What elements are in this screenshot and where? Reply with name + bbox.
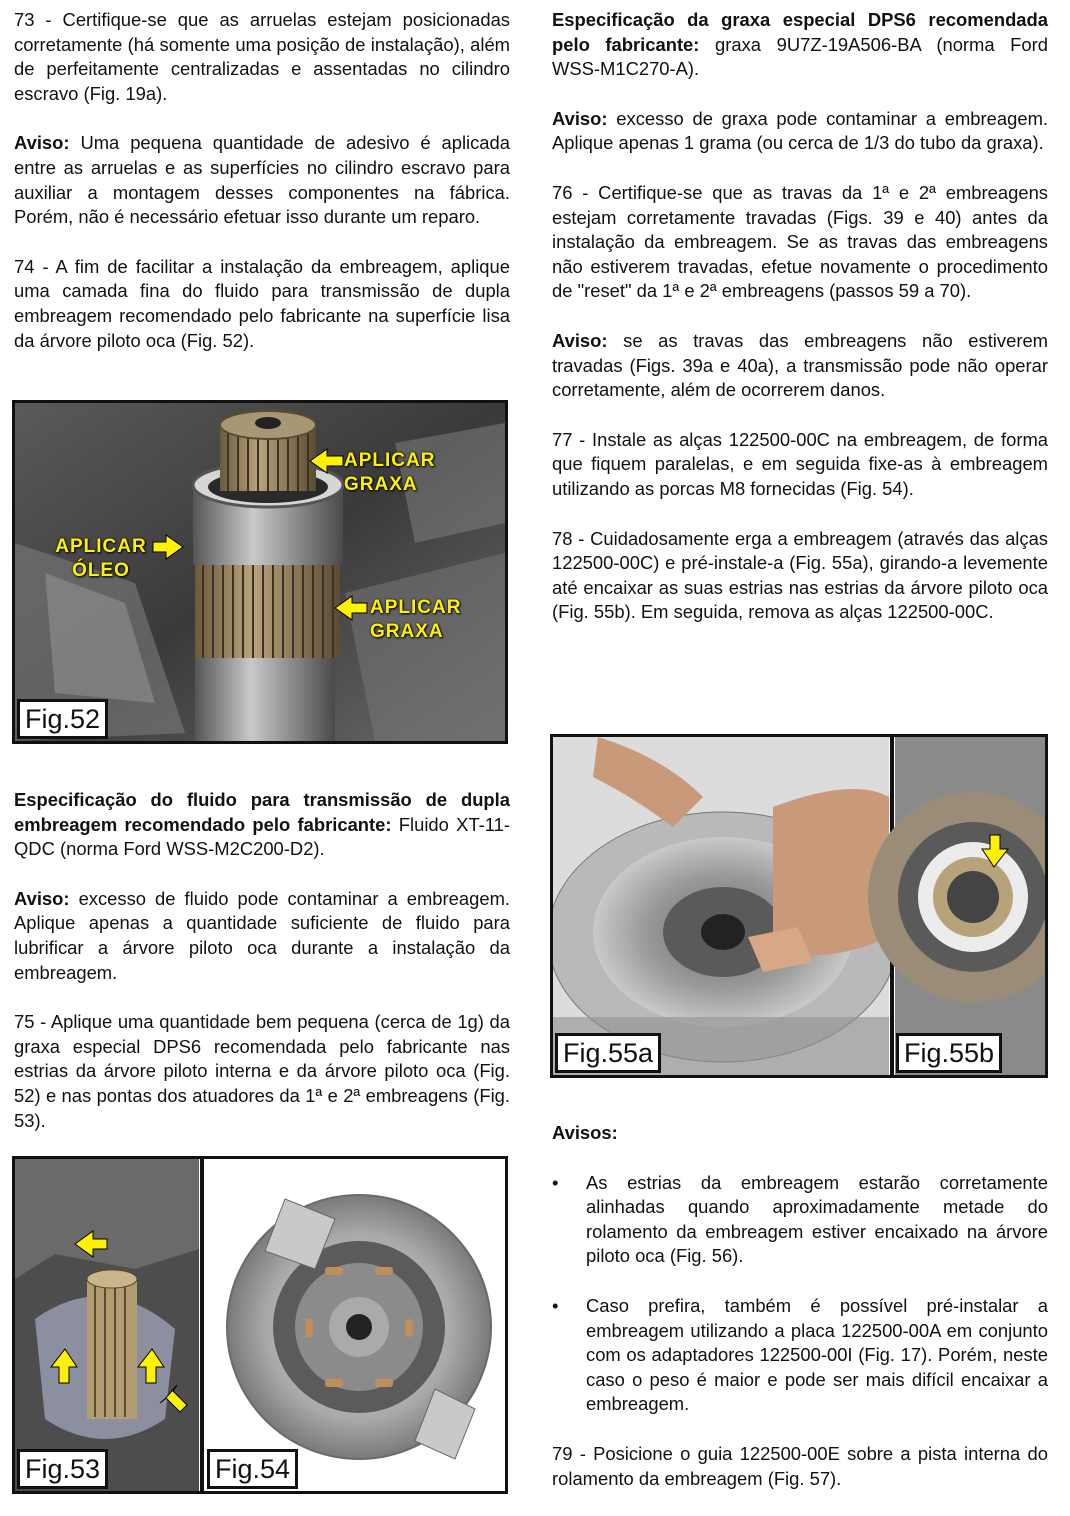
figure-label: Fig.55b	[896, 1033, 1002, 1073]
callout-graxa-top: APLICAR GRAXA	[344, 450, 436, 495]
aviso-text: excesso de fluido pode contaminar a embreagem. Aplique apenas a quantidade suficiente de fluido para lubrificar a árvore piloto oca durante a instalação da embreagem.	[14, 887, 510, 983]
right-column	[552, 8, 1048, 650]
step-76: 76 - Certifique-se que as travas da 1ª e 2ª embreagens estejam corretamente travadas (Figs. 39 e 40) antes da instalação da embreagem. Se as travas das embreagens não estiverem travadas, efetue novamente o procedimento de "reset" da 1ª e 2ª embreagens (passos 59 a 70).	[552, 181, 1048, 302]
list-item-text: As estrias da embreagem estarão corretamente alinhadas quando aproximadamente metade do rolamento da embreagem estiver encaixado na árvore piloto oca (Fig. 56).	[586, 1171, 1048, 1267]
aviso-grease	[552, 107, 1048, 156]
step-73: 73 - Certifique-se que as arruelas estejam posicionadas corretamente (há somente uma posição de instalação), além de perfeitamente centralizadas e assentadas no cilindro escravo (Fig. 19a).	[14, 9, 510, 104]
aviso-text: se as travas das embreagens não estiverem travadas (Figs. 39a e 40a), a transmissão pode não operar corretamente, além de ocorrerem danos.	[552, 329, 1048, 401]
list-item-text: Caso prefira, também é possível pré-instalar a embreagem utilizando a placa 122500-00A em conjunto com os adaptadores 122500-00I (Fig. 17). Porém, neste caso o peso é maior e pode ser mais difícil encaixar a embreagem.	[586, 1294, 1048, 1415]
step-79: 79 - Posicione o guia 122500-00E sobre a pista interna do rolamento da embreagem (Fig. 57).	[552, 1442, 1048, 1489]
fig55-photos	[553, 737, 1045, 1075]
list-item	[552, 1171, 1048, 1269]
figure-label: Fig.54	[207, 1449, 298, 1489]
spec-label: Especificação do fluido para transmissão de dupla embreagem recomendado pelo fabricante:	[14, 789, 510, 835]
left-column	[14, 8, 510, 378]
right-column-lower	[552, 1121, 1048, 1516]
figure-52	[12, 400, 508, 744]
grease-specification	[552, 8, 1048, 82]
spec-text: Fluido XT-11-QDC (norma Ford WSS-M2C200-D2).	[14, 813, 510, 860]
aviso-label: Aviso:	[552, 107, 608, 129]
aviso-adhesive	[14, 131, 510, 229]
aviso-text: Uma pequena quantidade de adesivo é aplicada entre as arruelas e as superfícies no cilindro escravo para auxiliar a montagem desses componentes na fábrica. Porém, não é necessário efetuar isso durante um reparo.	[14, 132, 510, 228]
spec-label: Especificação da graxa especial DPS6 recomendada pelo fabricante:	[552, 9, 1048, 55]
spec-text: graxa 9U7Z-19A506-BA (norma Ford WSS-M1C270-A).	[552, 33, 1048, 80]
figure-label: Fig.53	[17, 1449, 108, 1489]
figure-label: Fig.55a	[555, 1033, 661, 1073]
list-item	[552, 1294, 1048, 1417]
aviso-locks	[552, 329, 1048, 403]
aviso-fluid	[14, 887, 510, 985]
step-74: 74 - A fim de facilitar a instalação da embreagem, aplique uma camada fina do fluido para transmissão de dupla embreagem recomendado pelo fabricante na superfície lisa da árvore piloto oca (Fig. 52).	[14, 255, 510, 351]
callout-graxa-bottom: APLICAR GRAXA	[370, 597, 462, 642]
figure-53-54	[12, 1156, 508, 1494]
bullet-icon: •	[552, 1294, 559, 1316]
fluid-specification	[14, 788, 510, 862]
aviso-label: Aviso:	[552, 329, 608, 351]
aviso-label: Aviso:	[14, 132, 70, 154]
figure-55	[550, 734, 1048, 1078]
step-75: 75 - Aplique uma quantidade bem pequena (cerca de 1g) da graxa especial DPS6 recomendada pelo fabricante nas estrias da árvore piloto interna e da árvore piloto oca (Fig. 52) e nas pontas dos atuadores da 1ª e 2ª embreagens (Fig. 53).	[14, 1011, 510, 1131]
left-column-lower	[14, 788, 510, 1158]
aviso-text: excesso de graxa pode contaminar a embreagem. Aplique apenas 1 grama (ou cerca de 1/3 do tubo da graxa).	[552, 107, 1048, 154]
callout-oleo: APLICAR ÓLEO	[55, 536, 147, 581]
avisos-heading: Avisos:	[552, 1122, 618, 1143]
bullet-icon: •	[552, 1171, 559, 1193]
fig53-54-photos	[15, 1159, 505, 1491]
step-78: 78 - Cuidadosamente erga a embreagem (através das alças 122500-00C) e pré-instale-a (Fig. 55a), girando-a levemente até encaixar as suas estrias nas estrias da árvore piloto oca (Fig. 55b). Em seguida, remova as alças 122500-00C.	[552, 527, 1048, 623]
figure-label: Fig.52	[17, 699, 108, 739]
step-77: 77 - Instale as alças 122500-00C na embreagem, de forma que fiquem paralelas, e em seguida fixe-as à embreagem utilizando as porcas M8 fornecidas (Fig. 54).	[552, 428, 1048, 499]
aviso-label: Aviso:	[14, 887, 70, 909]
